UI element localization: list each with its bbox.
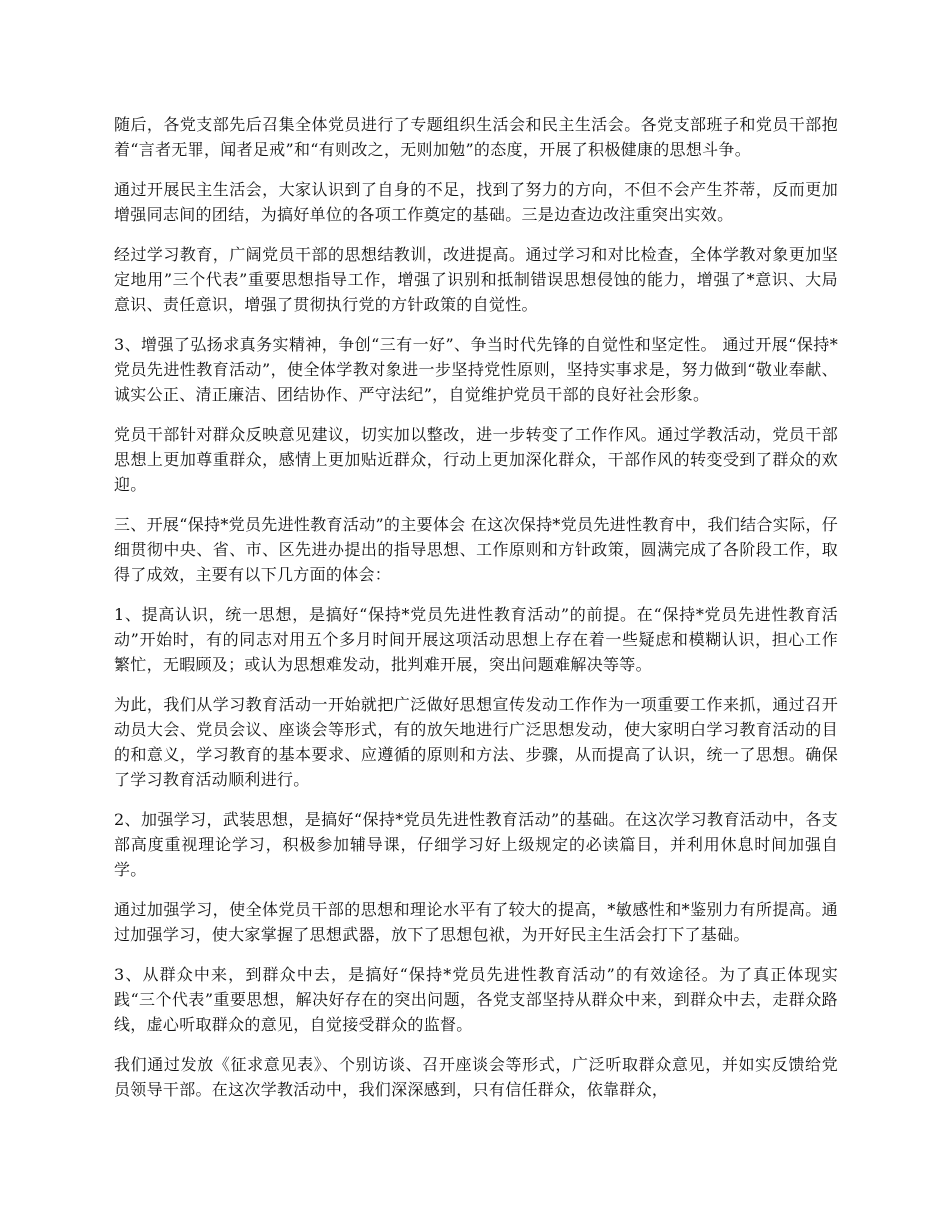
paragraph-2: 通过开展民主生活会，大家认识到了自身的不足，找到了努力的方向，不但不会产生芥蒂，反而更加增强同志间的团结，为搞好单位的各项工作奠定的基础。三是边查边改注重突出实效。 — [114, 180, 838, 224]
paragraph-8: 为此，我们从学习教育活动一开始就把广泛做好思想宣传发动工作作为一项重要工作来抓，通过召开动员大会、党员会议、座谈会等形式，有的放矢地进行广泛思想发动，使大家明白学习教育活动的目的和意义，学习教育的基本要求、应遵循的原则和方法、步骤，从而提高了认识，统一了思想。确保了学习教育活动顺利进行。 — [114, 695, 838, 789]
paragraph-7: 1、提高认识，统一思想，是搞好“保持*党员先进性教育活动”的前提。在“保持*党员先进性教育活动”开始时，有的同志对用五个多月时间开展这项活动思想上存在着一些疑虑和模糊认识，担心工作繁忙，无暇顾及；或认为思想难发动，批判难开展，突出问题难解决等等。 — [114, 605, 838, 674]
paragraph-1: 随后，各党支部先后召集全体党员进行了专题组织生活会和民主生活会。各党支部班子和党员干部抱着“言者无罪，闻者足戒”和“有则改之，无则加勉”的态度，开展了积极健康的思想斗争。 — [114, 115, 838, 159]
paragraph-11: 3、从群众中来，到群众中去，是搞好“保持*党员先进性教育活动”的有效途径。为了真正体现实践“三个代表”重要思想，解决好存在的突出问题，各党支部坚持从群众中来，到群众中去，走群众路线，虚心听取群众的意见，自觉接受群众的监督。 — [114, 965, 838, 1034]
paragraph-4: 3、增强了弘扬求真务实精神，争创“三有一好”、争当时代先锋的自觉性和坚定性。 通过开展“保持*党员先进性教育活动”，使全体学教对象进一步坚持党性原则，坚持实事求是，努力做到“敬业奉献、诚实公正、清正廉洁、团结协作、严守法纪”，自觉维护党员干部的良好社会形象。 — [114, 335, 838, 404]
paragraph-5: 党员干部针对群众反映意见建议，切实加以整改，进一步转变了工作作风。通过学教活动，党员干部思想上更加尊重群众，感情上更加贴近群众，行动上更加深化群众，干部作风的转变受到了群众的欢迎。 — [114, 425, 838, 494]
paragraph-12: 我们通过发放《征求意见表》、个别访谈、召开座谈会等形式，广泛听取群众意见，并如实反馈给党员领导干部。在这次学教活动中，我们深深感到，只有信任群众，依靠群众， — [114, 1055, 838, 1099]
paragraph-9: 2、加强学习，武装思想，是搞好“保持*党员先进性教育活动”的基础。在这次学习教育活动中，各支部高度重视理论学习，积极参加辅导课，仔细学习好上级规定的必读篇目，并利用休息时间加强自学。 — [114, 810, 838, 879]
paragraph-3: 经过学习教育，广阔党员干部的思想结教训，改进提高。通过学习和对比检查，全体学教对象更加坚定地用”三个代表”重要思想指导工作，增强了识别和抵制错误思想侵蚀的能力，增强了*意识、大局意识、责任意识，增强了贯彻执行党的方针政策的自觉性。 — [114, 245, 838, 314]
paragraph-10: 通过加强学习，使全体党员干部的思想和理论水平有了较大的提高，*敏感性和*鉴别力有所提高。通过加强学习，使大家掌握了思想武器，放下了思想包袱，为开好民主生活会打下了基础。 — [114, 900, 838, 944]
paragraph-6: 三、开展“保持*党员先进性教育活动”的主要体会 在这次保持*党员先进性教育中，我们结合实际，仔细贯彻中央、省、市、区先进办提出的指导思想、工作原则和方针政策，圆满完成了各阶段工作，取得了成效，主要有以下几方面的体会： — [114, 515, 838, 584]
